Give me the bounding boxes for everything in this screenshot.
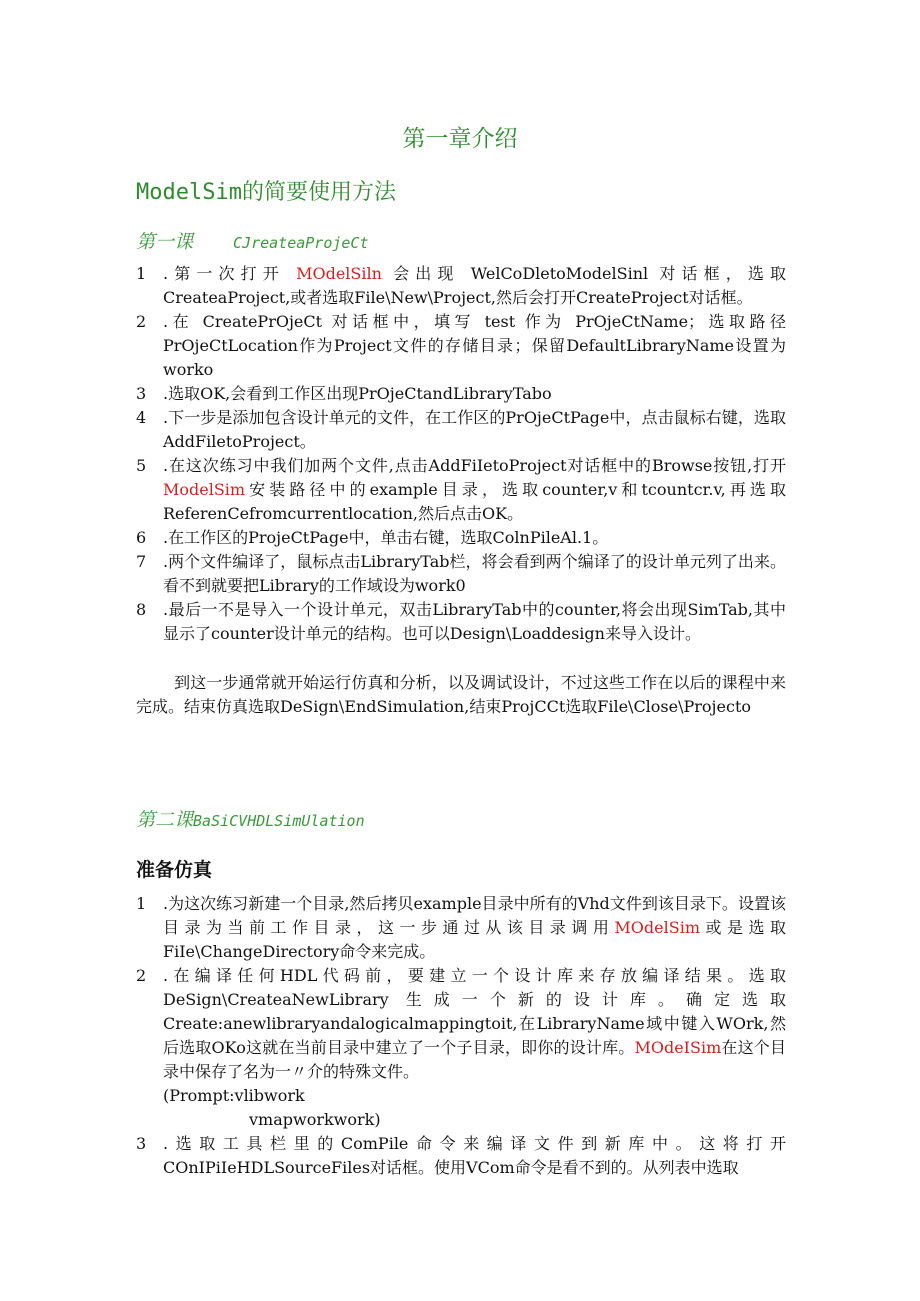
list-item <box>136 262 786 310</box>
list-item-text: .第一次打开 MOdelSiln 会出现 WelCoDletoModelSinl 对话框，选取CreateaProject,或者选取File\New\Project,然后会打开CreateProject对话框。 <box>163 264 786 307</box>
list-item <box>136 526 786 550</box>
list-item-text: .两个文件编译了，鼠标点击LibraryTab栏，将会看到两个编译了的设计单元列了出来。看不到就要把Library的工作域设为work0 <box>163 552 786 595</box>
list-item <box>136 964 786 1132</box>
list-item-number: 8 <box>136 600 147 619</box>
list-item-text: .在这次练习中我们加两个文件,点击AddFiIetoProject对话框中的Browse按钮,打开ModelSim安装路径中的example目录，选取counter,v和tcountcr.v,再选取ReferenCefromcurrentlocation,然后点击OK。 <box>163 456 786 523</box>
list-item-number: 7 <box>136 552 147 571</box>
list-item-text: .为这次练习新建一个目录,然后拷贝example目录中所有的Vhd文件到该目录下。设置该目录为当前工作目录，这一步通过从该目录调用MOdelSim或是选取FiIe\ChangeDirectory命令来完成。 <box>163 894 786 961</box>
list-item-text: .最后一不是导入一个设计单元，双击LibraryTab中的counter,将会出现SimTab,其中显示了counter设计单元的结构。也可以Design\Loaddesign来导入设计。 <box>163 600 786 643</box>
modelsim-name: ModelSim <box>163 480 246 499</box>
list-item <box>136 454 786 526</box>
prep-heading: 准备仿真 <box>136 859 213 881</box>
lesson-2-heading <box>136 805 365 832</box>
modelsim-name: MOdelSiln <box>296 264 382 283</box>
list-item-text: .选取OK,会看到工作区出现PrOjeCtandLibraryTabo <box>163 384 552 403</box>
list-item-text: .选取工具栏里的ComPile命令来编译文件到新库中。这将打开COnIPiIeHDLSourceFiles对话框。使用VCom命令是看不到的。从列表中选取 <box>163 1134 786 1177</box>
lesson-2-name: BaSiCVHDLSimUlation <box>193 812 365 830</box>
list-item-number: 6 <box>136 528 147 547</box>
lesson-1-name: CJreateaProjeCt <box>233 234 369 252</box>
list-item-number: 5 <box>136 456 147 475</box>
section-title <box>136 175 396 206</box>
section-title-product: ModelSim <box>136 180 242 205</box>
list-item-text: .在 CreatePrOjeCt 对话框中，填写 test 作为 PrOjeCtName；选取路径PrOjeCtLocation作为Project文件的存储目录；保留DefaultLibraryName设置为worko <box>163 312 786 379</box>
list-item <box>136 382 786 406</box>
chapter-title: 第一章介绍 <box>402 126 518 152</box>
list-item-number: 2 <box>136 966 147 985</box>
modelsim-name: MOdeISim <box>634 1038 722 1057</box>
list-item-number: 4 <box>136 408 147 427</box>
lesson-1-steps <box>136 262 786 646</box>
list-item <box>136 406 786 454</box>
list-item-number: 1 <box>136 894 147 913</box>
list-item <box>136 310 786 382</box>
list-item-text: .在编译任何HDL代码前，要建立一个设计库来存放编译结果。选取DeSign\CreateaNewLibrary 生成一个新的设计库。确定选取Create:anewlibraryandalogicalmappingtoit,在LibraryName域中键入WOrk,然后选取OKo这就在当前目录中建立了一个子目录，即你的设计库。MOdeISim在这个目录中保存了名为一〃介的特殊文件。 (Prompt:vlibwork vmapworkwork) <box>163 964 786 1132</box>
list-item-number: 3 <box>136 384 147 403</box>
list-item-number: 1 <box>136 264 147 283</box>
lesson-1-prefix: 第一课 <box>136 231 194 253</box>
list-item-text: .在工作区的ProjeCtPage中，单击右键，选取ColnPileAl.1。 <box>163 528 609 547</box>
section-title-rest: 的简要使用方法 <box>241 180 396 205</box>
list-item <box>136 1132 786 1180</box>
list-item <box>136 598 786 646</box>
lesson-1-heading <box>136 227 368 254</box>
list-item <box>136 892 786 964</box>
closing-paragraph <box>136 671 786 719</box>
modelsim-name: MOdelSim <box>614 918 700 937</box>
list-item-number: 2 <box>136 312 147 331</box>
list-item <box>136 550 786 598</box>
list-item-number: 3 <box>136 1134 147 1153</box>
code-line-1: (Prompt:vlibwork <box>163 1086 305 1105</box>
closing-paragraph-text: 到这一步通常就开始运行仿真和分析，以及调试设计，不过这些工作在以后的课程中来完成。结束仿真选取DeSign\EndSimulation,结束ProjCCt选取File\Close\Projecto <box>136 673 786 716</box>
lesson-2-steps <box>136 892 786 1180</box>
lesson-2-prefix: 第二课 <box>136 809 194 831</box>
list-item-text: .下一步是添加包含设计单元的文件，在工作区的PrOjeCtPage中，点击鼠标右键，选取AddFiletoProject。 <box>163 408 786 451</box>
code-line-2: vmapworkwork) <box>249 1110 381 1129</box>
